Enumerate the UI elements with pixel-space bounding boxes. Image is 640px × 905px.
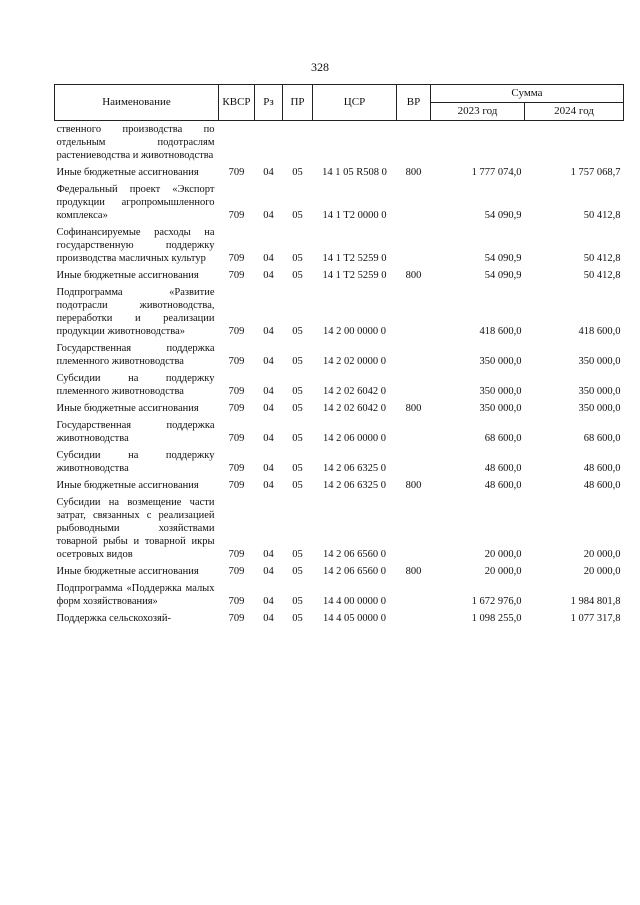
table-header (55, 85, 624, 121)
row-vr: 800 (405, 480, 422, 491)
row-rz: 04 (263, 326, 274, 337)
table-row (55, 342, 624, 368)
row-kvsr: 709 (228, 356, 245, 367)
row-sum-2023: 54 090,9 (484, 253, 522, 264)
row-pr: 05 (292, 549, 303, 560)
row-sum-2023: 1 098 255,0 (471, 613, 522, 624)
row-kvsr: 709 (228, 613, 245, 624)
row-vr (397, 449, 431, 475)
row-sum-2024: 350 000,0 (578, 386, 621, 397)
row-name: Субсидии на поддержку племенного животноводства (56, 373, 215, 397)
row-kvsr: 709 (228, 326, 245, 337)
row-sum-2023: 48 600,0 (484, 480, 522, 491)
table-row (55, 479, 624, 492)
row-sum-2023: 68 600,0 (484, 433, 522, 444)
row-vr (397, 582, 431, 608)
row-sum-2024: 1 984 801,8 (570, 596, 621, 607)
row-rz: 04 (263, 433, 274, 444)
row-vr (397, 226, 431, 265)
row-csr: 14 2 06 6325 0 (323, 480, 386, 491)
row-pr: 05 (292, 403, 303, 414)
row-rz: 04 (263, 356, 274, 367)
row-csr: 14 2 02 6042 0 (323, 386, 386, 397)
row-csr: 14 4 05 0000 0 (323, 613, 386, 624)
row-kvsr: 709 (228, 463, 245, 474)
row-sum-2023: 20 000,0 (484, 549, 522, 560)
row-kvsr: 709 (228, 270, 245, 281)
row-sum-2024: 48 600,0 (583, 463, 621, 474)
table-row (55, 612, 624, 625)
budget-table (54, 84, 624, 625)
row-sum-2024: 418 600,0 (578, 326, 621, 337)
table-row (55, 183, 624, 222)
row-sum-2023: 418 600,0 (479, 326, 522, 337)
row-csr: 14 1 T2 0000 0 (322, 210, 387, 221)
row-csr: 14 1 T2 5259 0 (322, 253, 387, 264)
row-kvsr: 709 (228, 403, 245, 414)
table-row (55, 496, 624, 561)
row-pr: 05 (292, 326, 303, 337)
row-rz: 04 (263, 613, 274, 624)
row-pr: 05 (292, 210, 303, 221)
row-rz: 04 (263, 386, 274, 397)
row-csr: 14 2 06 6560 0 (323, 549, 386, 560)
header-name: Наименование (55, 85, 219, 121)
header-kvsr: КВСР (219, 85, 255, 121)
row-rz: 04 (263, 549, 274, 560)
row-kvsr: 709 (228, 566, 245, 577)
row-vr (397, 183, 431, 222)
row-name: Субсидии на поддержку животноводства (56, 450, 215, 474)
table-row (55, 269, 624, 282)
row-sum-2024: 20 000,0 (583, 566, 621, 577)
table-row (55, 582, 624, 608)
header-sum: Сумма (431, 85, 624, 103)
row-sum-2023: 1 777 074,0 (471, 167, 522, 178)
row-csr: 14 2 02 6042 0 (323, 403, 386, 414)
row-sum-2024: 1 077 317,8 (570, 613, 621, 624)
header-rz: Рз (255, 85, 283, 121)
row-sum-2024 (525, 121, 624, 163)
row-pr: 05 (292, 356, 303, 367)
page-number: 328 (311, 60, 329, 74)
row-name: Софинансируемые расходы на государственную поддержку производства масличных культур (56, 227, 215, 264)
row-kvsr: 709 (228, 480, 245, 491)
header-csr: ЦСР (313, 85, 397, 121)
header-vr: ВР (397, 85, 431, 121)
row-vr (397, 342, 431, 368)
row-vr (397, 496, 431, 561)
row-sum-2023: 54 090,9 (484, 210, 522, 221)
row-vr: 800 (405, 566, 422, 577)
row-pr: 05 (292, 167, 303, 178)
row-rz: 04 (263, 596, 274, 607)
table-body (55, 121, 624, 626)
table-row (55, 166, 624, 179)
row-rz: 04 (263, 463, 274, 474)
row-vr (397, 372, 431, 398)
row-sum-2024: 50 412,8 (583, 253, 621, 264)
row-sum-2023: 350 000,0 (479, 403, 522, 414)
row-name: Федеральный проект «Экспорт продукции агропромышленного комплекса» (56, 184, 215, 221)
row-csr (313, 121, 397, 163)
row-sum-2024: 68 600,0 (583, 433, 621, 444)
row-sum-2024: 1 757 068,7 (570, 167, 621, 178)
row-rz: 04 (263, 270, 274, 281)
row-sum-2024: 48 600,0 (583, 480, 621, 491)
row-pr: 05 (292, 480, 303, 491)
row-name: Подпрограмма «Развитие подотрасли животноводства, переработки и реализации продукции животноводства» (56, 287, 215, 337)
row-rz: 04 (263, 403, 274, 414)
row-rz (255, 121, 283, 163)
row-csr: 14 4 00 0000 0 (323, 596, 386, 607)
row-sum-2023: 54 090,9 (484, 270, 522, 281)
row-name: Иные бюджетные ассигнования (56, 480, 199, 491)
row-sum-2023: 350 000,0 (479, 386, 522, 397)
row-vr: 800 (405, 167, 422, 178)
row-csr: 14 2 06 6325 0 (323, 463, 386, 474)
table-row (55, 402, 624, 415)
row-sum-2023 (431, 121, 525, 163)
row-sum-2023: 48 600,0 (484, 463, 522, 474)
row-name: Иные бюджетные ассигнования (56, 566, 199, 577)
row-pr: 05 (292, 270, 303, 281)
row-sum-2024: 50 412,8 (583, 270, 621, 281)
row-rz: 04 (263, 167, 274, 178)
row-name: Государственная поддержка животноводства (56, 420, 215, 444)
header-2024: 2024 год (525, 103, 624, 121)
table-row (55, 449, 624, 475)
row-vr (397, 612, 431, 625)
row-csr: 14 2 06 0000 0 (323, 433, 386, 444)
row-pr (283, 121, 313, 163)
row-name: Субсидии на возмещение части затрат, связанных с реализацией рыбоводными хозяйствами товарной рыбы и товарной икры осетровых видов (56, 497, 215, 560)
row-kvsr: 709 (228, 167, 245, 178)
table-row (55, 565, 624, 578)
row-pr: 05 (292, 253, 303, 264)
row-vr (397, 286, 431, 338)
row-pr: 05 (292, 463, 303, 474)
row-name: Иные бюджетные ассигнования (56, 167, 199, 178)
row-pr: 05 (292, 596, 303, 607)
table-row (55, 419, 624, 445)
row-kvsr: 709 (228, 596, 245, 607)
row-name: Поддержка сельскохозяй- (56, 613, 171, 624)
row-sum-2023: 20 000,0 (484, 566, 522, 577)
row-name: Подпрограмма «Поддержка малых форм хозяйствования» (56, 583, 215, 607)
row-kvsr: 709 (228, 210, 245, 221)
row-sum-2023: 1 672 976,0 (471, 596, 522, 607)
row-kvsr (219, 121, 255, 163)
row-vr (397, 419, 431, 445)
row-name: Иные бюджетные ассигнования (56, 403, 199, 414)
row-rz: 04 (263, 210, 274, 221)
row-sum-2024: 20 000,0 (583, 549, 621, 560)
row-csr: 14 1 05 R508 0 (322, 167, 387, 178)
row-csr: 14 2 00 0000 0 (323, 326, 386, 337)
row-kvsr: 709 (228, 549, 245, 560)
row-kvsr: 709 (228, 386, 245, 397)
row-name: Иные бюджетные ассигнования (56, 270, 199, 281)
row-pr: 05 (292, 433, 303, 444)
header-pr: ПР (283, 85, 313, 121)
row-rz: 04 (263, 566, 274, 577)
row-csr: 14 2 06 6560 0 (323, 566, 386, 577)
table-row (55, 226, 624, 265)
row-kvsr: 709 (228, 253, 245, 264)
header-2023: 2023 год (431, 103, 525, 121)
row-sum-2023: 350 000,0 (479, 356, 522, 367)
row-sum-2024: 50 412,8 (583, 210, 621, 221)
table-row (55, 372, 624, 398)
table-row (55, 121, 624, 163)
row-pr: 05 (292, 613, 303, 624)
row-pr: 05 (292, 566, 303, 577)
row-vr (397, 121, 431, 163)
row-pr: 05 (292, 386, 303, 397)
row-sum-2024: 350 000,0 (578, 356, 621, 367)
row-vr: 800 (405, 270, 422, 281)
row-vr: 800 (405, 403, 422, 414)
row-csr: 14 2 02 0000 0 (323, 356, 386, 367)
row-name: Государственная поддержка племенного животноводства (56, 343, 215, 367)
row-kvsr: 709 (228, 433, 245, 444)
row-sum-2024: 350 000,0 (578, 403, 621, 414)
row-rz: 04 (263, 253, 274, 264)
row-csr: 14 1 T2 5259 0 (322, 270, 387, 281)
row-rz: 04 (263, 480, 274, 491)
table-row (55, 286, 624, 338)
row-name: ственного производства по отдельным подотраслям растениеводства и животноводства (56, 124, 215, 161)
